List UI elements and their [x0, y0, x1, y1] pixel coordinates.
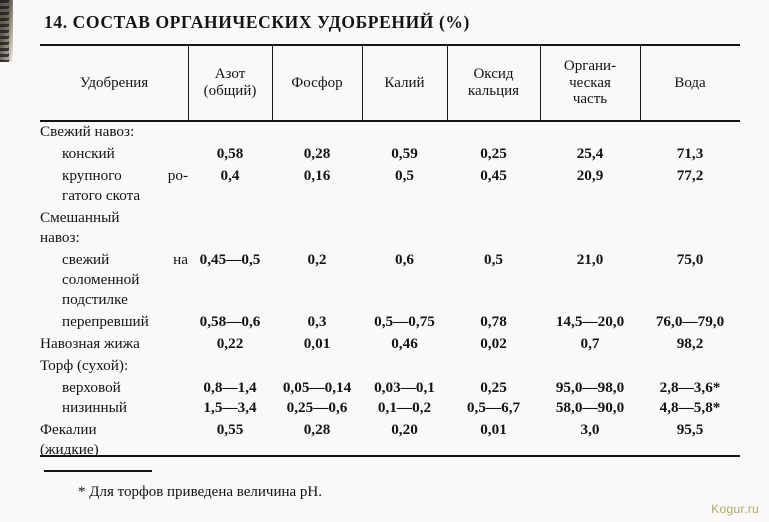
- row-label: [62, 312, 188, 332]
- table-cell: 0,6: [395, 251, 414, 268]
- table-cell: 58,0—90,0: [555, 399, 625, 416]
- table-cell: 0,45: [480, 167, 507, 184]
- row-label: [40, 334, 188, 354]
- column-header-calcium-oxide-line1: Оксид: [473, 66, 514, 83]
- footnote-text: * Для торфов приведена величина pH.: [78, 484, 323, 500]
- column-header-nitrogen-line2: (общий): [203, 83, 257, 99]
- table-cell: 0,55: [216, 421, 244, 438]
- table-row: [40, 378, 740, 398]
- table-cell: 0,4: [220, 167, 240, 184]
- table-cell: 0,22: [216, 335, 244, 352]
- table-cell: 14,5—20,0: [555, 313, 625, 330]
- table-cell: 4,8—5,8*: [659, 399, 721, 416]
- table-row: [40, 356, 740, 376]
- table-cell: 0,28: [303, 145, 331, 162]
- table-cell: 0,2: [307, 251, 327, 268]
- column-header-calcium-oxide: [447, 45, 540, 121]
- row-label: [62, 270, 188, 290]
- column-header-nitrogen-line1: Азот: [214, 66, 246, 83]
- row-label-text: Фекалии: [40, 421, 97, 438]
- row-label: [62, 250, 188, 270]
- row-label: [40, 122, 188, 142]
- row-label-text: перепревший: [62, 313, 149, 330]
- table-cell: 0,01: [480, 421, 507, 438]
- row-label: [62, 144, 188, 164]
- table-row: [40, 420, 740, 440]
- table-cell: 0,25: [480, 145, 507, 162]
- page-title: 14. СОСТАВ ОРГАНИЧЕСКИХ УДОБРЕНИЙ (%): [44, 12, 470, 32]
- table-cell: 0,1—0,2: [377, 399, 432, 416]
- row-label-continuation: ро-: [167, 167, 188, 184]
- table-cell: 3,0: [580, 421, 600, 438]
- table-row: [40, 122, 740, 142]
- column-header-fertilizer-line1: Удобрения: [79, 74, 149, 91]
- row-label-text: соломенной: [62, 271, 140, 288]
- row-label-text: верховой: [62, 379, 121, 396]
- row-label-text: Смешанный: [40, 209, 120, 226]
- table-cell: 0,5: [484, 251, 503, 268]
- table-cell: 71,3: [676, 145, 704, 162]
- column-header-water-line1: Вода: [674, 74, 706, 91]
- column-header-fertilizer: [40, 45, 188, 121]
- table-cell: 0,28: [303, 421, 331, 438]
- row-label: [40, 208, 188, 228]
- column-header-potassium-line1: Калий: [384, 74, 425, 91]
- table-cell: 98,2: [676, 335, 704, 352]
- table-row: [40, 166, 740, 186]
- table-cell: 2,8—3,6*: [659, 379, 721, 396]
- table-cell: 1,5—3,4: [203, 399, 257, 416]
- table-cell: 0,03—0,1: [374, 379, 435, 396]
- row-label-text: гатого скота: [62, 187, 141, 204]
- row-label: [62, 398, 188, 418]
- table-body: [40, 122, 740, 458]
- row-label: [62, 290, 188, 310]
- table-cell: 0,5: [395, 167, 414, 184]
- table-cell: 25,4: [576, 145, 604, 162]
- column-header-water: [640, 45, 740, 121]
- table-cell: 0,25—0,6: [286, 399, 348, 416]
- table-cell: 95,5: [676, 421, 704, 438]
- table-cell: 0,5—0,75: [374, 313, 435, 330]
- table-row: [40, 250, 740, 270]
- table-row: [40, 290, 740, 310]
- column-header-calcium-oxide-line2: кальция: [467, 83, 520, 99]
- table-cell: 0,8—1,4: [203, 379, 257, 396]
- table-row: [40, 440, 740, 460]
- table-cell: 76,0—79,0: [655, 313, 725, 330]
- table-cell: 0,3: [307, 313, 327, 330]
- table-cell: 0,46: [391, 335, 418, 352]
- row-label-text: Свежий навоз:: [40, 123, 135, 140]
- table-cell: 0,16: [303, 167, 331, 184]
- table-row: [40, 144, 740, 164]
- table-cell: 20,9: [576, 167, 604, 184]
- column-header-nitrogen: [188, 45, 272, 121]
- table-cell: 95,0—98,0: [555, 379, 625, 396]
- column-header-organic-matter-line1: Органи-: [563, 57, 617, 74]
- row-label: [40, 440, 188, 460]
- row-label-text: подстилке: [62, 291, 128, 308]
- row-label-text: низинный: [62, 399, 127, 416]
- row-label: [40, 356, 188, 376]
- row-label-text: навоз:: [40, 229, 80, 246]
- row-label-text: Торф (сухой):: [40, 357, 129, 374]
- column-header-potassium: [362, 45, 447, 121]
- table-cell: 0,7: [580, 335, 600, 352]
- table-cell: 0,58—0,6: [199, 313, 261, 330]
- footnote-rule: [44, 470, 152, 472]
- row-label-text: крупного: [62, 167, 122, 184]
- table-row: [40, 312, 740, 332]
- row-label-text: (жидкие): [40, 441, 99, 458]
- table-row: [40, 334, 740, 354]
- table-cell: 0,78: [480, 313, 507, 330]
- table-cell: 0,58: [216, 145, 244, 162]
- row-label-text: свежий: [62, 251, 110, 268]
- table-cell: 0,59: [391, 145, 418, 162]
- row-label: [40, 420, 188, 440]
- column-header-phosphorus: [272, 45, 362, 121]
- table-cell: 21,0: [576, 251, 604, 268]
- table-row: [40, 186, 740, 206]
- column-header-phosphorus-line1: Фосфор: [291, 74, 343, 91]
- row-label: [40, 228, 188, 248]
- column-header-organic-matter-line3: часть: [572, 91, 608, 108]
- table-cell: 0,01: [303, 335, 331, 352]
- table-row: [40, 270, 740, 290]
- table-cell: 0,02: [480, 335, 507, 352]
- table-cell: 0,45—0,5: [199, 251, 261, 268]
- row-label: [62, 186, 188, 206]
- table-cell: 0,05—0,14: [282, 379, 352, 396]
- table-row: [40, 228, 740, 248]
- row-label: [62, 166, 188, 186]
- column-header-organic-matter-line2: ческая: [569, 74, 611, 91]
- table-cell: 75,0: [676, 251, 704, 268]
- row-label: [62, 378, 188, 398]
- table-cell: 0,5—6,7: [466, 399, 521, 416]
- table-cell: 0,20: [391, 421, 418, 438]
- table-cell: 0,25: [480, 379, 507, 396]
- row-label-text: конский: [62, 145, 115, 162]
- column-header-organic-matter: [540, 45, 640, 121]
- table-row: [40, 208, 740, 228]
- table-cell: 77,2: [676, 167, 704, 184]
- watermark: Kogur.ru: [711, 502, 759, 516]
- data-table: [40, 44, 740, 456]
- table-row: [40, 398, 740, 418]
- row-label-text: Навозная жижа: [40, 335, 140, 352]
- row-label-continuation: на: [173, 251, 188, 268]
